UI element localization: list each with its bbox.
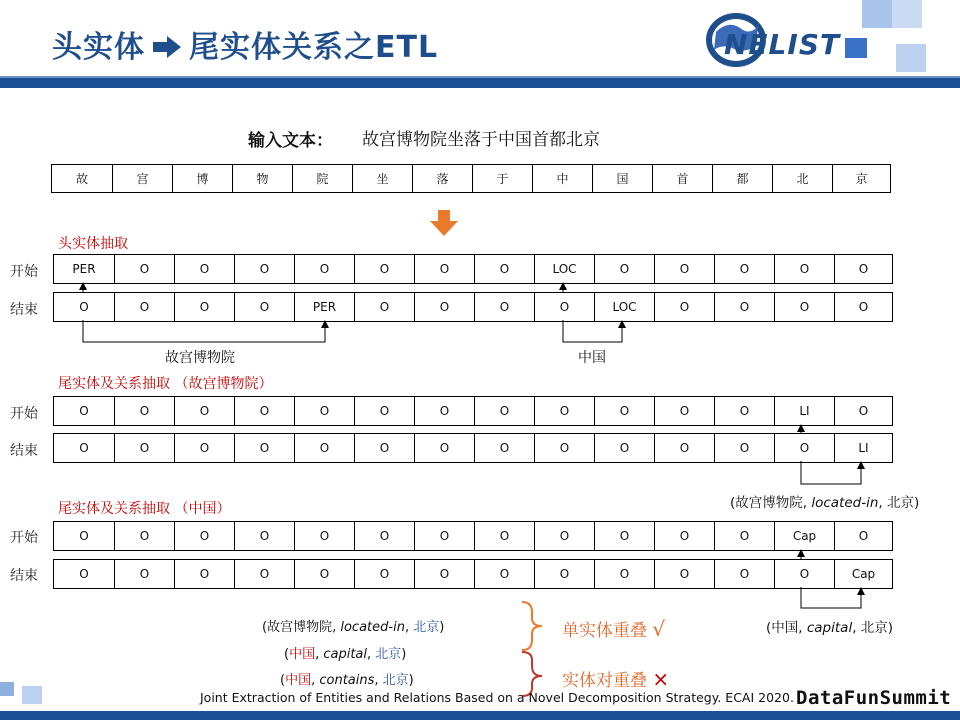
tag-cell: O: [474, 560, 534, 588]
check-icon: √: [652, 617, 666, 641]
tag-cell: O: [354, 255, 414, 283]
tag-cell: O: [834, 293, 892, 321]
tag-cell: O: [654, 560, 714, 588]
title-right: 尾实体关系之ETL: [189, 30, 439, 65]
triple-tail: 北京: [375, 647, 402, 662]
tag-cell: O: [174, 522, 234, 550]
input-text: 故宫博物院坐落于中国首都北京: [362, 130, 600, 150]
triple-relation: capital: [806, 620, 853, 636]
tag-cell: O: [414, 560, 474, 588]
citation-caption: Joint Extraction of Entities and Relations Based on a Novel Decomposition Strategy. ECAI 2020.: [200, 690, 794, 705]
tag-cell: O: [714, 560, 774, 588]
char-cell: 院: [292, 165, 352, 192]
tag-cell: O: [354, 293, 414, 321]
sep: ,: [374, 673, 383, 688]
tag-cell: O: [354, 434, 414, 462]
tag-cell: O: [474, 522, 534, 550]
char-cell: 都: [712, 165, 772, 192]
triple-tail: 北京: [413, 620, 440, 635]
span-arrow-li: [801, 461, 861, 484]
tag-cell: O: [534, 560, 594, 588]
tag-cell: PER: [294, 293, 354, 321]
tag-cell: O: [174, 434, 234, 462]
tag-cell: O: [79, 529, 89, 543]
paren: (: [284, 647, 290, 662]
tag-cell: O: [654, 397, 714, 425]
row-label-start: 开始: [10, 264, 38, 280]
tag-cell: O: [774, 255, 834, 283]
tag-cell: O: [234, 434, 294, 462]
tag-cell: O: [474, 293, 534, 321]
tag-cell: O: [594, 255, 654, 283]
tag-cell: O: [174, 397, 234, 425]
tag-cell: O: [114, 293, 174, 321]
char-cell: 博: [172, 165, 232, 192]
triple-tail: , 北京): [852, 620, 894, 636]
char-cell: 于: [472, 165, 532, 192]
tag-cell: O: [594, 560, 654, 588]
tag-cell: Cap: [774, 522, 834, 550]
span-label-palace: 故宫博物院: [165, 350, 235, 366]
paren: ): [408, 673, 414, 688]
char-cell: 落: [412, 165, 472, 192]
tag-cell: O: [234, 397, 294, 425]
tag-cell: O: [714, 434, 774, 462]
tag-cell: O: [114, 255, 174, 283]
tag-cell: O: [714, 293, 774, 321]
char-cell: 首: [652, 165, 712, 192]
tag-cell: O: [114, 560, 174, 588]
span-arrow-cap: [801, 587, 861, 608]
tag-cell: O: [234, 522, 294, 550]
sep: ,: [367, 647, 376, 662]
tag-cell: O: [834, 522, 892, 550]
row-label-end: 结束: [10, 568, 38, 584]
brace-icon: [522, 602, 542, 650]
paren: (: [262, 620, 268, 635]
char-cell: 坐: [352, 165, 412, 192]
row-label-end: 结束: [10, 302, 38, 318]
tag-cell: O: [414, 397, 474, 425]
tag-cell: O: [174, 560, 234, 588]
paren: ): [401, 647, 407, 662]
tag-cell: O: [414, 255, 474, 283]
tag-cell: O: [474, 255, 534, 283]
tag-cell: O: [834, 397, 892, 425]
tag-cell: O: [114, 434, 174, 462]
section-title-tail-china: 尾实体及关系抽取 （中国）: [58, 501, 231, 517]
tag-cell: O: [79, 441, 89, 455]
triple-head: 故宫博物院: [267, 620, 333, 635]
triple-head: (故宫博物院,: [730, 495, 812, 511]
tag-cell: O: [534, 397, 594, 425]
tag-cell: O: [774, 434, 834, 462]
triple-tail: , 北京): [878, 495, 920, 511]
tag-cell: O: [474, 397, 534, 425]
tag-cell: O: [294, 255, 354, 283]
char-cell: 北: [772, 165, 832, 192]
tag-cell: LI: [834, 434, 892, 462]
tag-cell: O: [654, 293, 714, 321]
tag-cell: O: [774, 293, 834, 321]
tag-cell: O: [714, 255, 774, 283]
tag-cell: O: [414, 434, 474, 462]
tag-cell: O: [774, 560, 834, 588]
char-cell: 国: [592, 165, 652, 192]
tag-cell: O: [174, 255, 234, 283]
paren: (: [280, 673, 286, 688]
tag-cell: O: [294, 560, 354, 588]
triple-relation: contains: [319, 673, 375, 688]
tag-cell: O: [474, 434, 534, 462]
row-label-end: 结束: [10, 443, 38, 459]
input-label: 输入文本：: [248, 131, 333, 151]
span-arrow-china: [563, 320, 622, 342]
tag-cell: O: [114, 397, 174, 425]
triple-tail: 北京: [382, 673, 409, 688]
section-title-tail-palace: 尾实体及关系抽取 （故宫博物院）: [58, 376, 273, 392]
tag-cell: O: [294, 434, 354, 462]
tag-cell: O: [294, 522, 354, 550]
char-cell: 物: [232, 165, 292, 192]
overlap-label: 单实体重叠: [562, 621, 647, 641]
tag-cell: O: [534, 434, 594, 462]
tag-cell: O: [234, 255, 294, 283]
triple-relation: capital: [323, 647, 368, 662]
title-left: 头实体: [52, 30, 145, 65]
char-cell: 京: [832, 165, 890, 192]
tag-cell: O: [414, 293, 474, 321]
tag-cell: O: [654, 255, 714, 283]
cross-icon: ×: [652, 667, 670, 691]
tag-cell: O: [594, 397, 654, 425]
span-arrow-palace: [83, 320, 325, 342]
tag-cell: LOC: [534, 255, 594, 283]
brand-watermark: DataFunSummit: [796, 687, 952, 709]
tag-cell: O: [594, 522, 654, 550]
sep: ,: [315, 647, 324, 662]
tag-cell: O: [414, 522, 474, 550]
char-cell: 中: [532, 165, 592, 192]
tag-cell: O: [714, 522, 774, 550]
tag-cell: O: [79, 300, 89, 314]
sep: ,: [311, 673, 320, 688]
overlap-label: 实体对重叠: [562, 671, 647, 691]
sep: ,: [404, 620, 414, 635]
row-label-start: 开始: [10, 530, 38, 546]
tag-cell: O: [354, 522, 414, 550]
tag-cell: O: [114, 522, 174, 550]
span-label-china: 中国: [578, 350, 606, 366]
tag-cell: O: [654, 522, 714, 550]
logo-text: NELIST: [724, 28, 841, 61]
triple-head: 中国: [285, 673, 312, 688]
tag-cell: Cap: [834, 560, 892, 588]
row-label-start: 开始: [10, 406, 38, 422]
tag-cell: LOC: [594, 293, 654, 321]
tag-cell: O: [534, 522, 594, 550]
triple-relation: located-in: [340, 620, 405, 635]
tag-cell: O: [174, 293, 234, 321]
bottom-bar: [0, 711, 960, 720]
tag-cell: PER: [72, 262, 96, 276]
section-title-head: 头实体抽取: [58, 236, 128, 252]
sep: ,: [332, 620, 341, 635]
tag-cell: O: [354, 397, 414, 425]
tag-cell: O: [79, 404, 89, 418]
char-cell: 故: [75, 172, 88, 186]
char-cell: 宫: [112, 165, 172, 192]
tag-cell: O: [534, 293, 594, 321]
tag-cell: O: [834, 255, 892, 283]
tag-cell: O: [654, 434, 714, 462]
tag-cell: O: [234, 560, 294, 588]
tag-cell: O: [79, 567, 89, 581]
tag-cell: O: [294, 397, 354, 425]
tag-cell: O: [714, 397, 774, 425]
tag-cell: LI: [774, 397, 834, 425]
triple-relation: located-in: [811, 495, 879, 511]
triple-head: (中国,: [766, 620, 807, 636]
tag-cell: O: [594, 434, 654, 462]
paren: ): [439, 620, 445, 635]
tag-cell: O: [234, 293, 294, 321]
tag-cell: O: [354, 560, 414, 588]
triple-head: 中国: [289, 647, 316, 662]
